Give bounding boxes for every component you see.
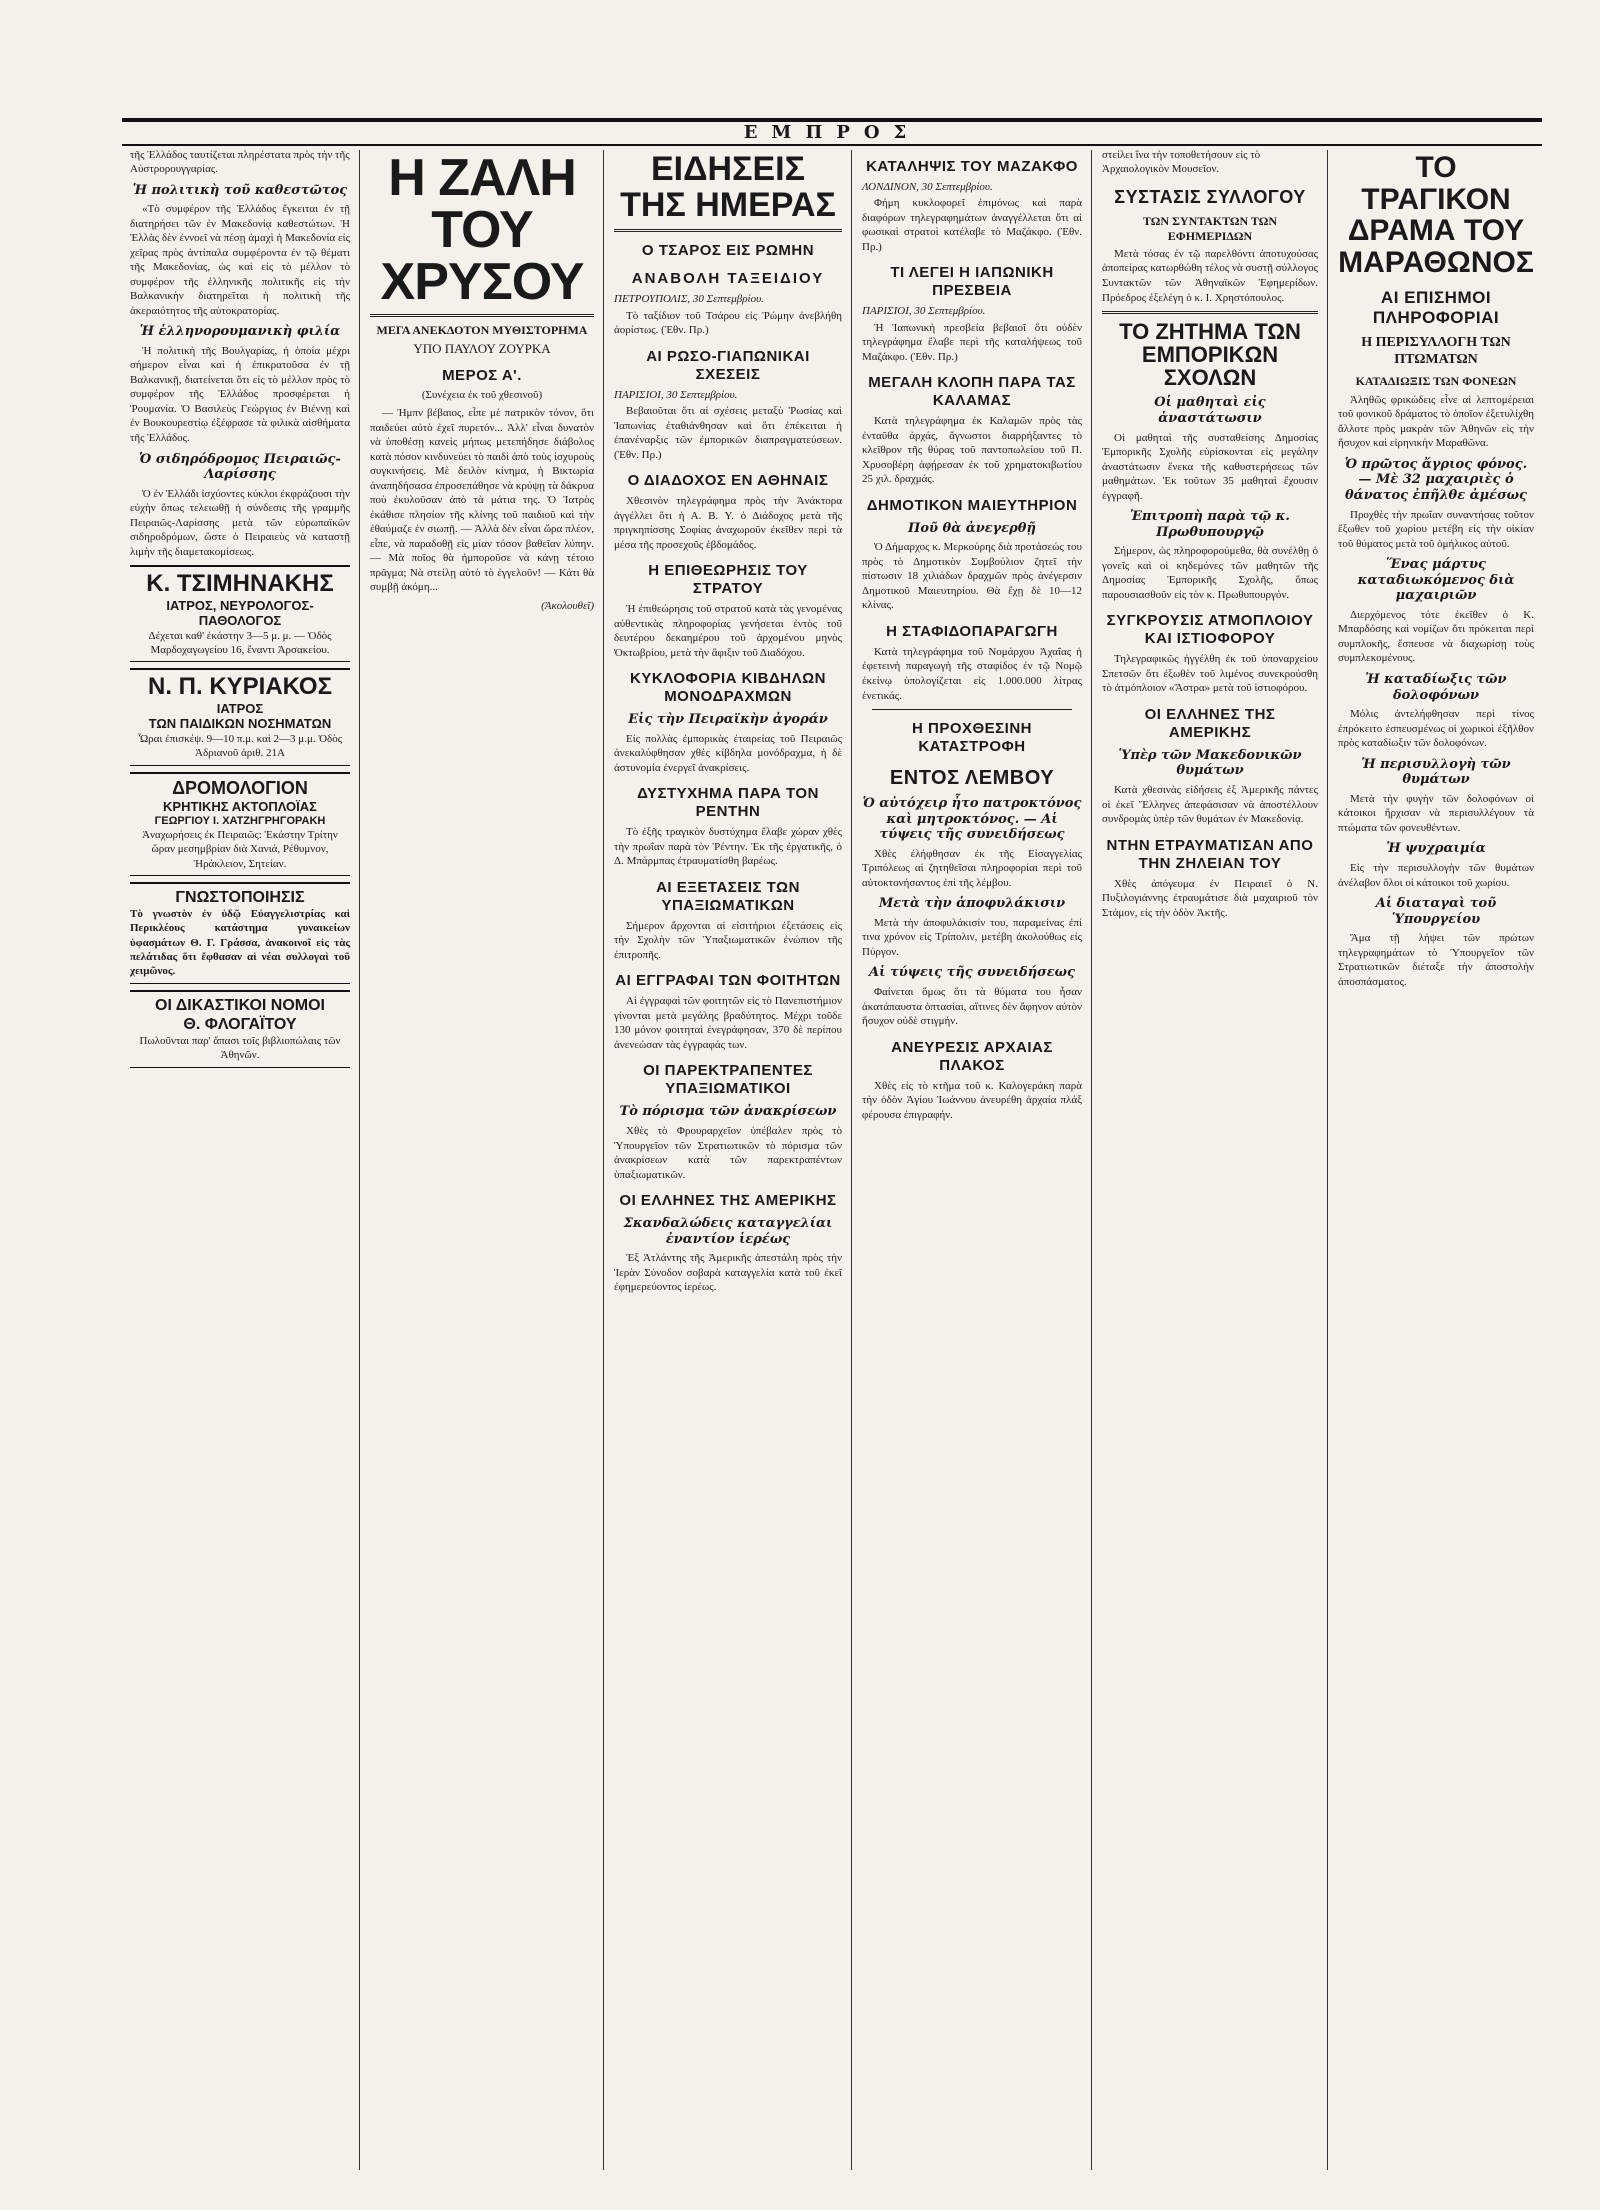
column-rule (603, 150, 604, 2170)
divider (872, 709, 1072, 710)
section-heading: Ἡ ψυχραιμία (1386, 841, 1486, 857)
article-body: Μετὰ τὴν ἀποφυλάκισίν του, παραμείνας ἐπί τινα χρόνον εἰς Τρίπολιν, μετέβη ἀκολούθως εἰς Πύργον. (862, 916, 1082, 958)
ad-text: Δέχεται καθ' ἑκάστην 3—5 μ. μ. — Ὁδὸς Μαρδοχαγωγείου 16, ἔναντι Ἀρσακείου. (148, 629, 332, 657)
ad-text: Ὧραι ἐπισκέψ. 9—10 π.μ. καὶ 2—3 μ.μ. Ὁδὸς Ἀδριανοῦ ἀριθ. 21Α (137, 733, 343, 760)
feature-subheadline: ΑΙ ΕΠΙΣΗΜΟΙ ΠΛΗΡΟΦΟΡΙΑΙ (1372, 288, 1500, 328)
article-subheadline: Εἰς τὴν Πειραϊκὴν ἀγοράν (628, 712, 828, 728)
article-body: Διερχόμενος τότε ἐκεῖθεν ὁ Κ. Μπαρδόσης καὶ νομίζων ὅτι πρόκειται περὶ συμπλοκῆς, ἔσπευσε νὰ διαχωρίσῃ τοὺς συμπλεκομένους. (1338, 608, 1534, 665)
ad-title: Ν. Π. ΚΥΡΙΑΚΟΣ (148, 673, 332, 701)
ad-title: ΟΙ ΔΙΚΑΣΤΙΚΟΙ ΝΟΜΟΙ (155, 996, 325, 1014)
article-headline: Ο ΤΣΑΡΟΣ ΕΙΣ ΡΩΜΗΝ (641, 242, 815, 260)
article-subheadline: Αἱ τύψεις τῆς συνειδήσεως (869, 965, 1075, 981)
ad-title: Κ. ΤΣΙΜΗΝΑΚΗΣ (146, 570, 334, 598)
divider (370, 314, 594, 317)
ad-subtitle: Θ. ΦΛΟΓΑΪΤΟΥ (183, 1015, 297, 1033)
dateline: ΠΑΡΙΣΙΟΙ, 30 Σεπτεμβρίου. (862, 305, 986, 318)
article-headline: ΑΝΕΥΡΕΣΙΣ ΑΡΧΑΙΑΣ ΠΛΑΚΟΣ (891, 1038, 1053, 1074)
article-body: Ἡ πολιτικὴ τῆς Βουλγαρίας, ἡ ὁποία μέχρι σήμερον εἶναι καὶ ἡ ἐπικρατοῦσα ἐν τῇ Βαλκανικῇ, διατείνεται ὅτι εἰς τὸ μέλλον πρὸς τὸ συμφέρον τῆς Ἑλλάδος προσφέρεται ἡ Ῥουμανία. Ὁ Βασιλεὺς Γεώργιος ἐν Βιέννῃ καὶ ἐν Βουκουρεστίῳ ἐξέφρασε τὰ φιλικὰ αἰσθήματα τῆς Ἑλλάδος. (130, 344, 350, 444)
article-body: Ἅμα τῇ λήψει τῶν πρώτων τηλεγραφημάτων τὸ Ὑπουργεῖον τῶν Στρατιωτικῶν διέταξε τὴν ἀποστολὴν ἀποσπάσματος. (1338, 932, 1534, 988)
novel-part: ΜΕΡΟΣ Α'. (442, 366, 522, 384)
continued-text: στείλει ἵνα τὴν τοποθετήσουν εἰς τὸ Ἀρχαιολογικὸν Μουσεῖον. (1102, 149, 1261, 176)
article-headline: ΟΙ ΠΑΡΕΚΤΡΑΠΕΝΤΕΣ ΥΠΑΞΙΩΜΑΤΙΚΟΙ (643, 1062, 813, 1098)
masthead: ΕΜΠΡΟΣ (122, 118, 1542, 146)
ad-subtitle: ΚΡΗΤΙΚΗΣ ΑΚΤΟΠΛΟΪΑΣ (163, 799, 317, 815)
divider (614, 229, 842, 232)
article-body: Ἡ ἐπιθεώρησις τοῦ στρατοῦ κατὰ τὰς γενομένας αὐθεντικὰς πληροφορίας γενήσεται ἐντὸς τοῦ δευτέρου δεκαημέρου τοῦ ἀρχομένου μηνὸς Ὀκτωβρίου, μετὰ τὴν ἄφιξιν τοῦ Διαδόχου. (614, 603, 842, 659)
column-rule (359, 150, 360, 2170)
article-body: Αἱ ἐγγραφαὶ τῶν φοιτητῶν εἰς τὸ Πανεπιστήμιον γίνονται μετὰ μεγάλης βραδύτητος. Μέχρι τοῦδε 130 μόνον φοιτηταὶ ἐνεγράφησαν, 370 δὲ περίπου ἀνενεώσαν τὰς ἐγγραφάς των. (614, 995, 842, 1051)
ad-text: Πωλοῦνται παρ' ἅπασι τοῖς βιβλιοπώλαις τῶν Ἀθηνῶν. (139, 1034, 341, 1062)
dateline: ΠΑΡΙΣΙΟΙ, 30 Σεπτεμβρίου. (614, 388, 738, 401)
notice-title: ΓΝΩΣΤΟΠΟΙΗΣΙΣ (175, 888, 305, 906)
novel-subtitle: ΜΕΓΑ ΑΝΕΚΔΟΤΟΝ ΜΥΘΙΣΤΟΡΗΜΑ (376, 323, 588, 337)
section-heading: Ἡ καταδίωξις τῶν δολοφόνων (1365, 672, 1507, 703)
article-headline: Η ΕΠΙΘΕΩΡΗΣΙΣ ΤΟΥ ΣΤΡΑΤΟΥ (648, 562, 808, 598)
notice (130, 882, 350, 984)
column-rule (1327, 150, 1328, 2170)
article-subheadline: Τὸ πόρισμα τῶν ἀνακρίσεων (619, 1104, 837, 1120)
dateline: ΠΕΤΡΟΥΠΟΛΙΣ, 30 Σεπτεμβρίου. (614, 293, 764, 306)
article-headline: ΝΤΗΝ ΕΤΡΑΥΜΑΤΙΣΑΝ ΑΠΟ ΤΗΝ ΖΗΛΕΙΑΝ ΤΟΥ (1106, 836, 1314, 872)
article-body: Ἀληθῶς φρικώδεις εἶνε αἱ λεπτομέρειαι τοῦ φονικοῦ δράματος τὸ ὁποῖον ἐξετυλίχθη ἄλλοτε πρὸς μακρὰν τῶν Ἀθηνῶν εἰς τὴν ἥσυχον καὶ εἰρηνικὴν Μαραθῶνα. (1338, 393, 1534, 450)
article-subheadline: Μετὰ τὴν ἀποφυλάκισιν (878, 896, 1066, 912)
article-body: Μετὰ τόσας ἐν τῷ παρελθόντι ἀποτυχούσας ἀποπείρας κατωρθώθη τέλος νὰ συστῇ σύλλογος Συντακτῶν τῶν Ἀθηναϊκῶν Ἐφημερίδων. Πρόεδρος ἐξελέγη ὁ κ. Ι. Χρηστόπουλος. (1102, 247, 1318, 304)
article-body: Βεβαιοῦται ὅτι αἱ σχέσεις μεταξὺ Ῥωσίας καὶ Ἰαπωνίας ἐταθιάνθησαν καὶ ὅτι ἐπέκειται ἡ ἐπανέναρξις τῶν ἐμπορικῶν διαπραγματεύσεων. (Ἐθν. Πρ.) (614, 405, 842, 461)
column-rule (851, 150, 852, 2170)
advertisement (130, 990, 350, 1068)
column-1 (122, 148, 358, 2178)
article-headline: ΣΥΣΤΑΣΙΣ ΣΥΛΛΟΓΟΥ (1114, 186, 1306, 207)
advertisement (130, 565, 350, 662)
article-subheadline: Ἐπιτροπὴ παρὰ τῷ κ. Πρωθυπουργῷ (1130, 509, 1290, 540)
feature-subheadline: Η ΠΕΡΙΣΥΛΛΟΓΗ ΤΩΝ ΠΤΩΜΑΤΩΝ (1361, 334, 1511, 367)
article-headline: ΚΑΤΑΛΗΨΙΣ ΤΟΥ ΜΑΖΑΚΦΟ (866, 158, 1078, 175)
ad-subtitle: ΤΩΝ ΠΑΙΔΙΚΩΝ ΝΟΣΗΜΑΤΩΝ (148, 716, 332, 732)
news-section-title: ΕΙΔΗΣΕΙΣ ΤΗΣ ΗΜΕΡΑΣ (620, 150, 836, 224)
article-body: Κατὰ τηλεγράφημα ἐκ Καλαμῶν πρὸς τὰς ἐνταῦθα ἀρχάς, ἄγνωστοι διαρρήξαντες τὸ κλεῖθρον τῆς θύρας τοῦ παντοπωλείου τοῦ Π. Χρυσοβέρη ἀφῄρεσαν ἐκ τοῦ χρηματοκιβωτίου 25 χιλ. δραχμάς. (862, 415, 1082, 486)
section-heading: Ὁ σιδηρόδρομος Πειραιῶς-Λαρίσσης (139, 451, 341, 483)
article-headline: ΑΙ ΕΞΕΤΑΣΕΙΣ ΤΩΝ ΥΠΑΞΙΩΜΑΤΙΚΩΝ (656, 878, 800, 914)
column-rule (1091, 150, 1092, 2170)
article-headline: ΤΙ ΛΕΓΕΙ Η ΙΑΠΩΝΙΚΗ ΠΡΕΣΒΕΙΑ (890, 264, 1054, 300)
article-headline-large: ΤΟ ΖΗΤΗΜΑ ΤΩΝ ΕΜΠΟΡΙΚΩΝ ΣΧΟΛΩΝ (1119, 319, 1301, 391)
article-headline: Η ΠΡΟΧΘΕΣΙΝΗ ΚΑΤΑΣΤΡΟΦΗ (911, 720, 1033, 756)
ad-text: Ἀναχωρήσεις ἐκ Πειραιῶς: Ἑκάστην Τρίτην ὥραν μεσημβρίαν διὰ Χανιά, Ρέθυμνον, Ἡράκλειον, Σητείαν. (142, 829, 338, 870)
article-headline: ΣΥΓΚΡΟΥΣΙΣ ΑΤΜΟΠΛΟΙΟΥ ΚΑΙ ΙΣΤΙΟΦΟΡΟΥ (1106, 612, 1314, 648)
article-headline: ΟΙ ΕΛΛΗΝΕΣ ΤΗΣ ΑΜΕΡΙΚΗΣ (619, 1192, 837, 1210)
article-body: Ἐξ Ἀτλάντης τῆς Ἀμερικῆς ἀπεστάλη πρὸς τὴν Ἱερὰν Σύνοδον σοβαρὰ καταγγελία κατὰ τοῦ ἐκεῖ ἐφημερεύοντος ἱερέως. (614, 1252, 842, 1294)
article-body: Χθὲς τὸ Φρουραρχεῖον ὑπέβαλεν πρὸς τὸ Ὑπουργεῖον τῶν Στρατιωτικῶν τὸ πόρισμα τῶν ἀνακρίσεων κατὰ τῶν παρεκτραπέντων ὑπαξιωματικῶν. (614, 1125, 842, 1181)
article-body: Τὸ ταξίδιον τοῦ Τσάρου εἰς Ῥώμην ἀνεβλήθη ἀορίστως. (Ἐθν. Πρ.) (614, 309, 842, 337)
section-heading: Ἕνας μάρτυς καταδιωκόμενος διὰ μαχαιριῶν (1357, 557, 1515, 604)
article-body: Ὁ ἐν Ἑλλάδι ἰσχύοντες κύκλοι ἐκφράζουσι τὴν εὐχὴν ὅπως τελειωθῇ ἡ σύνδεσις τῆς γραμμῆς Πειραιῶς-Λαρίσσης μετὰ τῶν εὐρωπαϊκῶν σιδηροδρόμων, ὥστε ὁ Πειραιεὺς νὰ καταστῇ λιμὴν τῆς διαμετακομίσεως. (130, 487, 350, 558)
article-headline: ΔΥΣΤΥΧΗΜΑ ΠΑΡΑ ΤΟΝ ΡΕΝΤΗΝ (637, 785, 819, 821)
novel-title: Η ΖΑΛΗ ΤΟΥ ΧΡΥΣΟΥ (380, 149, 584, 311)
article-body: Ἡ Ἰαπωνικὴ πρεσβεία βεβαιοῖ ὅτι οὐδὲν τηλεγράφημα ἔλαβε περὶ τῆς καταλήψεως τοῦ Μαζάκφο. (Ἐθν. Πρ.) (862, 321, 1082, 363)
article-body: Χθὲς ἐλήφθησαν ἐκ τῆς Εἰσαγγελίας Τριπόλεως αἱ ζητηθεῖσαι πληροφορίαι περὶ τοῦ αὐτοκτονήσαντος ἐπὶ τῆς λέμβου. (862, 847, 1082, 889)
continued-text: τῆς Ἑλλάδος ταυτίζεται πληρέστατα πρὸς τὴν τῆς Αὐστρορουγγαρίας. (130, 149, 350, 176)
ad-subtitle: ΙΑΤΡΟΣ, ΝΕΥΡΟΛΟΓΟΣ-ΠΑΘΟΛΟΓΟΣ (166, 597, 314, 629)
column-4 (854, 148, 1090, 2178)
article-headline: Ο ΔΙΑΔΟΧΟΣ ΕΝ ΑΘΗΝΑΙΣ (627, 472, 829, 490)
article-subheadline: ΤΩΝ ΣΥΝΤΑΚΤΩΝ ΤΩΝ ΕΦΗΜΕΡΙΔΩΝ (1143, 214, 1277, 243)
article-body: Κατὰ χθεσινὰς εἰδήσεις ἐξ Ἀμερικῆς πάντες οἱ ἐκεῖ Ἕλληνες ἀπεφάσισαν νὰ ἀποστέλλουν συνδρομὰς ὑπὲρ τῶν θυμάτων ἐν Μακεδονίᾳ. (1102, 784, 1318, 826)
article-body: Χθὲς εἰς τὸ κτῆμα τοῦ κ. Καλογεράκη παρὰ τὴν ὁδὸν Ἁγίου Ἰωάννου ἀνευρέθη ἀρχαία πλάξ φέρουσα ἐπιγραφήν. (862, 1079, 1082, 1121)
ad-subtitle: ΓΕΩΡΓΙΟΥ Ι. ΧΑΤΖΗΓΡΗΓΟΡΑΚΗ (154, 814, 326, 827)
article-body: Εἰς πολλὰς ἐμπορικὰς ἐταιρείας τοῦ Πειραιῶς ἀνεκαλύφθησαν χθὲς κίβδηλα μονόδραχμα, ἡ δὲ ἀστυνομία ἐνεργεῖ ἀνακρίσεις. (614, 732, 842, 774)
section-heading: Ἡ ἑλληνορουμανικὴ φιλία (139, 324, 341, 340)
novel-body: — Ἡμπν βέβαιος, εἶπε μὲ πατρικὸν τόνον, ὅτι παιδεύει αὐτὸ ἐχεῖ πυρετόν... Ἀλλ' εἶναι δυνατὸν νὰ ὑποθέσῃ κανεὶς μήπως μετεπήδησε διάβολος κατὰ πόσον κινδυνεύει τὸ παιδὶ ἀπὸ τοὺς ἰσχυροὺς συγκινήσεις. Μὲ δειλὸν κίνημα, ἡ Βικτωρία ἀναπηδήσασα ἐπροσεπάθησε νὰ κρύψῃ τὰ δάκρυα ποὺ ἐκυλοῦσαν ἀπὸ τὰ μάτια της. Ὁ Ἰατρὸς ἐκάθισε πλησίον τῆς κλίνης τοῦ παιδιοῦ καὶ τὴν ἐθαύμαζε ἐν σιωπῇ. — Ἀλλὰ δὲν εἶναι ὥρα πλέον, εἶπε, νὰ παραδοθῇ εἰς μίαν τόσον βαθεῖαν λύπην. — Μὰ ποῖος θὰ ἠμποροῦσε νὰ κάνῃ τέτοιο πρᾶγμα; Νὰ στείλῃ αὐτὸ τὸ ἐγγελοῦν! — Κάτι θὰ συμβῇ ἀκόμη... (370, 407, 594, 594)
ad-title: ΔΡΟΜΟΛΟΓΙΟΝ (172, 777, 308, 798)
article-subheadline: Σκανδαλώδεις καταγγελίαι ἐναντίον ἱερέως (623, 1216, 833, 1247)
feature-headline: ΤΟ ΤΡΑΓΙΚΟΝ ΔΡΑΜΑ ΤΟΥ ΜΑΡΑΘΩΝΟΣ (1338, 151, 1534, 279)
article-body: «Τὸ συμφέρον τῆς Ἑλλάδος ἔγκειται ἐν τῇ διατηρήσει τῶν ἐν Μακεδονίᾳ καθεστώτων. Ἡ Ἑλλὰς δὲν ἐννοεῖ νὰ πέσῃ ἀμαχὶ ἡ Μακεδονία εἰς χεῖρας πρὸς ἀντίπαλα συμφέροντα ἐν τῷ θέματι τῆς Μακεδονίας, ὡς καὶ εἰς τὸ μέλλον τὸ συμφέρον τῆς ἑλληνικῆς πολιτικῆς εἰς τὴν Βαλκανικὴν διατηρεῖται ἡ πολιτικὴ τῆς ἀκεραιότητος τῆς αὐτοκρατορίας. (130, 203, 350, 317)
ad-subtitle: ΙΑΤΡΟΣ (216, 700, 264, 716)
advertisement (130, 772, 350, 876)
article-body: Χθεσινὸν τηλεγράφημα πρὸς τὴν Ἀνάκτορα ἀγγέλλει ὅτι ἡ Α. Β. Υ. ὁ Διάδοχος μετὰ τῆς πριγκηπίσσης Σοφίας ἀναχωροῦν ἐκεῖθεν περὶ τὰ μέσα τῆς προσεχοῦς ἑβδομάδος. (614, 495, 842, 551)
article-headline: ΚΥΚΛΟΦΟΡΙΑ ΚΙΒΔΗΛΩΝ ΜΟΝΟΔΡΑΧΜΩΝ (630, 670, 826, 706)
continued-note: (Συνέχεια ἐκ τοῦ χθεσινοῦ) (421, 388, 543, 401)
article-headline: ΔΗΜΟΤΙΚΟΝ ΜΑΙΕΥΤΗΡΙΟΝ (866, 496, 1078, 514)
article-subheadline: Ποῦ θὰ ἀνεγερθῇ (908, 520, 1036, 536)
notice-text: Τὸ γνωστὸν ἐν ὑδῷ Εὐαγγελιστρίας καὶ Περικλέους κατάστημα γυναικείων ὑφασμάτων Θ. Γ. Γράσσα, ἀνακοινοῖ εἰς τὰς πελάτιδας ὅτι ἔφθασαν αἱ νέαι συλλογαὶ τοῦ χειμῶνος. (130, 908, 350, 978)
article-body: Τὸ ἐξῆς τραγικὸν δυστύχημα ἔλαβε χώραν χθὲς τὴν πρωΐαν παρὰ τὸν Ῥέντην. Ἐκ τῆς ἐργατικῆς, ὁ Δ. Μπάρμπας ἐτραυματίσθη βαρέως. (614, 826, 842, 868)
article-body: Προχθὲς τὴν πρωΐαν συναντήσας τοῦτον ἔξωθεν τοῦ χωρίου μετέβη εἰς τὴν οἰκίαν τοῦ θύματος μετὰ τοῦ ὁμήλικος αὐτοῦ. (1338, 508, 1534, 550)
column-3 (606, 148, 850, 2178)
article-subheadline: ΑΝΑΒΟΛΗ ΤΑΞΕΙΔΙΟΥ (631, 270, 825, 288)
article-subheadline: Ὑπὲρ τῶν Μακεδονικῶν θυμάτων (1118, 747, 1302, 779)
article-body: Σήμερον ἄρχονται αἱ εἰσιτήριοι ἐξετάσεις εἰς τὴν Σχολὴν τῶν Ὑπαξιωματικῶν ἐνώπιον τῆς ἐπιτροπῆς. (614, 919, 842, 961)
section-heading: Αἱ διαταγαὶ τοῦ Ὑπουργείου (1375, 896, 1497, 927)
advertisement (130, 668, 350, 765)
section-heading: Ὁ πρῶτος ἄγριος φόνος. — Μὲ 32 μαχαιριὲς ὁ θάνατος ἐπῆλθε ἀμέσως (1344, 456, 1528, 504)
article-body: Κατὰ τηλεγράφημα τοῦ Νομάρχου Ἀχαΐας ἡ ἐφετεινὴ παραγωγὴ τῆς σταφίδος ἐν τῷ Νομῷ ἐκείνῳ ὑπολογίζεται εἰς 1.000.000 λίτρας ἑνετικάς. (862, 645, 1082, 702)
article-body: Τηλεγραφικῶς ἠγγέλθη ἐκ τοῦ ὑποναρχείου Σπετσῶν ὅτι ἐξωθὲν τοῦ λιμένος συνεκρούσθη τὸ ἀτμόπλοιον «Ἄστρα» μετὰ τοῦ ἱστιοφόρου. (1102, 653, 1318, 695)
dateline: ΛΟΝΔΙΝΟΝ, 30 Σεπτεμβρίου. (862, 181, 993, 193)
article-body: Φαίνεται ὅμως ὅτι τὰ θύματα του ἦσαν ἀκατάπαυστα ὀπτασίαι, αἵτινες δὲν ἄφηνον αὐτὸν ἥσυχον οὐδὲ στιγμήν. (862, 986, 1082, 1028)
article-body: Φήμη κυκλοφορεῖ ἐπιμόνως καὶ παρὰ διαφόρων τηλεγραφημάτων ἀναγγέλλεται ὅτι αἱ φωσικαὶ στρατοὶ κατέλαβε τὸ Μαζάκφο. (Ἐθν. Πρ.) (862, 197, 1082, 253)
article-subheadline: Οἱ μαθηταὶ εἰς ἀναστάτωσιν (1154, 395, 1266, 426)
article-headline-large: ΕΝΤΟΣ ΛΕΜΒΟΥ (889, 767, 1055, 790)
article-body: Εἰς τὴν περισυλλογὴν τῶν θυμάτων ἀνέλαβον ὅλοι οἱ κάτοικοι τοῦ χωρίου. (1338, 862, 1534, 889)
article-body: Οἱ μαθηταὶ τῆς συσταθείσης Δημοσίας Ἐμπορικῆς Σχολῆς εὑρίσκονται εἰς μεγάλην ἀναστάτωσιν ἕνεκα τῆς καθυστερήσεως τῶν μαθημάτων. Ἐκ τοῦτων 35 μαθηταὶ ἔχουσιν ἐγγραφῆ. (1102, 431, 1318, 502)
column-6 (1330, 148, 1542, 2178)
article-headline: ΑΙ ΕΓΓΡΑΦΑΙ ΤΩΝ ΦΟΙΤΗΤΩΝ (615, 972, 841, 990)
article-subheadline: Ὁ αὐτόχειρ ἦτο πατροκτόνος καὶ μητροκτόνος. — Αἱ τύψεις τῆς συνειδήσεως (862, 796, 1082, 843)
article-headline: ΑΙ ΡΩΣΟ-ΓΙΑΠΩΝΙΚΑΙ ΣΧΕΣΕΙΣ (646, 347, 810, 383)
section-heading: Ἡ πολιτικὴ τοῦ καθεστῶτος (132, 182, 348, 198)
column-2 (362, 148, 602, 2178)
article-headline: ΜΕΓΑΛΗ ΚΛΟΠΗ ΠΑΡΑ ΤΑΣ ΚΑΛΑΜΑΣ (868, 374, 1076, 410)
feature-subheadline: ΚΑΤΑΔΙΩΞΙΣ ΤΩΝ ΦΟΝΕΩΝ (1355, 374, 1517, 389)
article-headline: Η ΣΤΑΦΙΔΟΠΑΡΑΓΩΓΗ (886, 622, 1058, 640)
divider (1102, 311, 1318, 314)
article-body: Χθὲς ἀπόγευμα ἐν Πειραιεῖ ὁ Ν. Πυξιλογιάννης ἐτραυμάτισε διὰ μαχαιριοῦ τὸν Στάμον, εἰς τὴν ὁδὸν Ἀκτῆς. (1102, 877, 1318, 919)
to-be-continued: (Ἀκολουθεῖ) (541, 599, 594, 612)
article-body: Ὁ Δήμαρχος κ. Μερκούρης διὰ προτάσεώς του πρὸς τὸ Δημοτικὸν Συμβούλιον ζητεῖ τὴν πίστωσιν 18 χιλιάδων δραχμῶν πρὸς ἀνέγερσιν Δημοτικοῦ Μαιευτηρίου. Θὰ ἔχῃ δὲ 10—12 κλίνας. (862, 541, 1082, 612)
novel-author: ΥΠΟ ΠΑΥΛΟΥ ΖΟΥΡΚΑ (413, 341, 551, 357)
article-body: Μόλις ἀντελήφθησαν περὶ τίνος ἐπρόκειτο ἐσπευσμένως οἱ χωρικοὶ ἐξῆλθον πρὸς καταδίωξιν τῶν δολοφόνων. (1338, 708, 1534, 750)
section-heading: Ἡ περισυλλογὴ τῶν θυμάτων (1361, 756, 1511, 788)
article-headline: ΟΙ ΕΛΛΗΝΕΣ ΤΗΣ ΑΜΕΡΙΚΗΣ (1144, 705, 1276, 741)
article-body: Σήμερον, ὡς πληροφορούμεθα, θὰ συνέλθῃ ὁ γονεῖς καὶ οἱ κηδεμόνες τῶν μαθητῶν τῆς Δημοσίας Ἐμπορικῆς Σχολῆς, ὅπως παρουσιασθοῦν εἰς τὸν κ. Πρωθυπουργόν. (1102, 545, 1318, 601)
article-body: Μετὰ τὴν φυγὴν τῶν δολοφόνων οἱ κάτοικοι ἤρχισαν νὰ περισυλλέγουν τὰ πτώματα τῶν φονευθέντων. (1338, 792, 1534, 834)
column-5 (1094, 148, 1326, 2178)
